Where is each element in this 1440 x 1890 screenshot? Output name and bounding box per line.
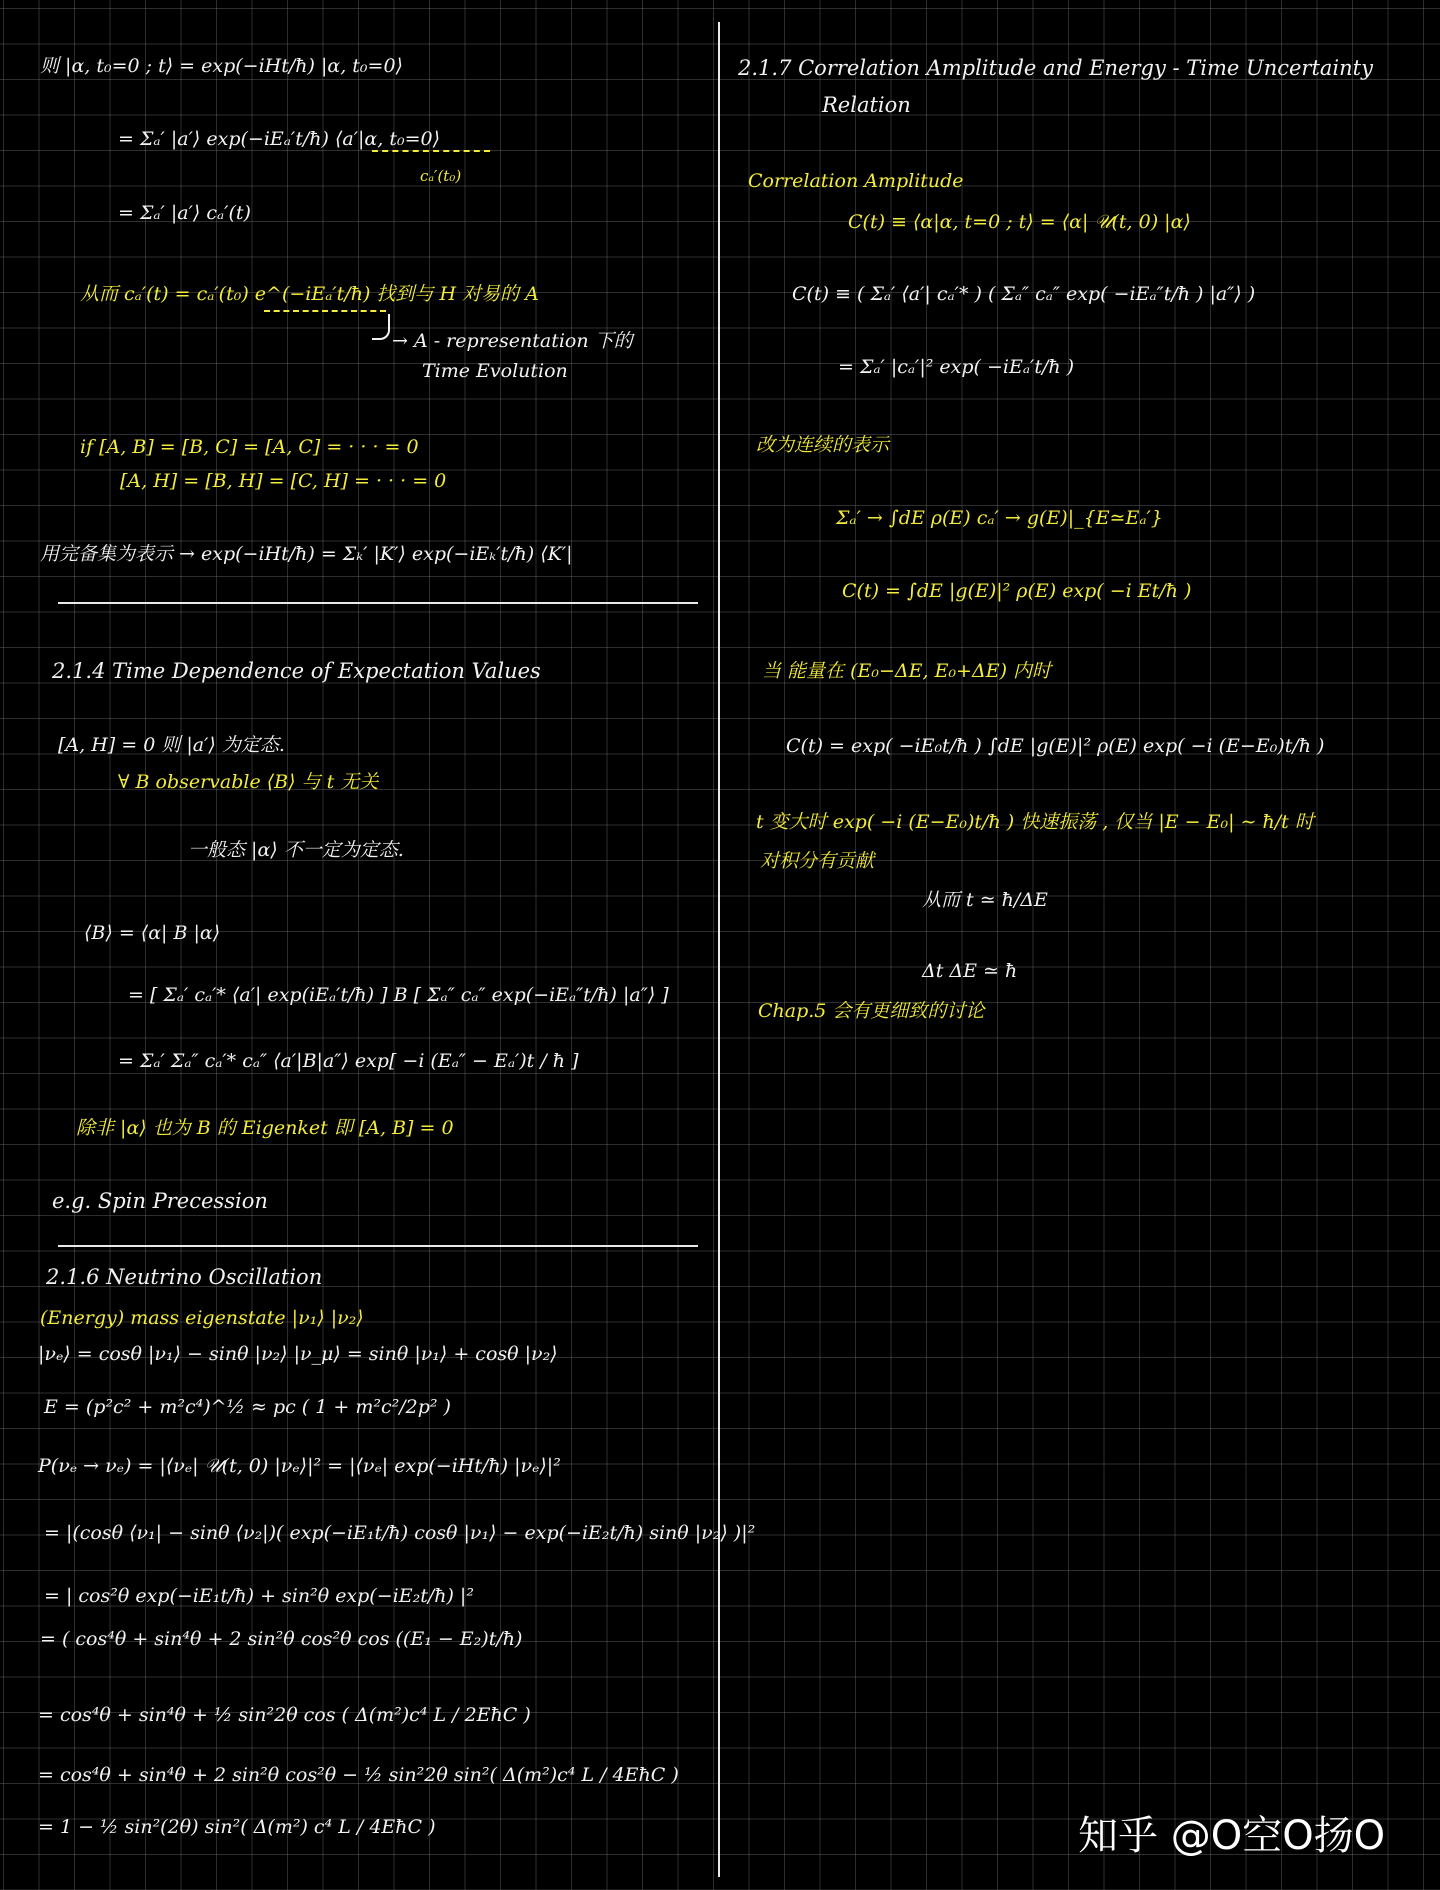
math-line: 当 能量在 (E₀−ΔE, E₀+ΔE) 内时 <box>762 660 1052 682</box>
section-divider <box>58 1245 698 1247</box>
math-line: ∀ B observable ⟨B⟩ 与 t 无关 <box>118 771 379 793</box>
math-line: t 变大时 exp( −i (E−E₀)t/ħ ) 快速振荡 , 仅当 |E − E₀| ∼ ħ/t 时 <box>756 811 1314 833</box>
section-heading: Relation <box>822 93 911 117</box>
math-line: = ( cos⁴θ + sin⁴θ + 2 sin²θ cos²θ cos ((E₁ − E₂)t/ħ) <box>40 1628 523 1650</box>
annotation: → A - representation 下的 <box>392 330 633 352</box>
math-line: = cos⁴θ + sin⁴θ + 2 sin²θ cos²θ − ½ sin²2θ sin²( Δ(m²)c⁴ L / 4EħC ) <box>38 1764 679 1786</box>
underbrace <box>264 310 386 312</box>
arrow-icon <box>372 314 390 340</box>
math-line: ⟨B⟩ = ⟨α| B |α⟩ <box>84 922 221 944</box>
math-line: (Energy) mass eigenstate |ν₁⟩ |ν₂⟩ <box>40 1307 364 1329</box>
math-line: 除非 |α⟩ 也为 B 的 Eigenket 即 [A, B] = 0 <box>76 1117 454 1139</box>
math-line: C(t) = ∫dE |g(E)|² ρ(E) exp( −i Et/ħ ) <box>842 580 1192 602</box>
math-line: = cos⁴θ + sin⁴θ + ½ sin²2θ cos ( Δ(m²)c⁴ L / 2EħC ) <box>38 1704 531 1726</box>
annotation: Time Evolution <box>422 360 568 382</box>
math-line: = | cos²θ exp(−iE₁t/ħ) + sin²θ exp(−iE₂t/ħ) |² <box>44 1585 474 1607</box>
math-line: Σₐ′ → ∫dE ρ(E) cₐ′ → g(E)|_{E≃Eₐ′} <box>836 507 1163 529</box>
math-line: = [ Σₐ′ cₐ′* ⟨a′| exp(iEₐ′t/ħ) ] B [ Σₐ″ cₐ″ exp(−iEₐ″t/ħ) |a″⟩ ] <box>128 984 669 1006</box>
subheading: Correlation Amplitude <box>748 170 964 192</box>
section-divider <box>58 602 698 604</box>
math-line: = |(cosθ ⟨ν₁| − sinθ ⟨ν₂|)( exp(−iE₁t/ħ) cosθ |ν₁⟩ − exp(−iE₂t/ħ) sinθ |ν₂⟩ )|² <box>44 1522 756 1544</box>
annotation: cₐ′(t₀) <box>420 167 462 185</box>
math-line: Chap.5 会有更细致的讨论 <box>758 1000 985 1022</box>
math-line: Δt ΔE ≃ ħ <box>922 960 1018 982</box>
math-line: 改为连续的表示 <box>756 434 890 456</box>
math-line: P(νₑ → νₑ) = |⟨νₑ| 𝒰(t, 0) |νₑ⟩|² = |⟨νₑ| exp(−iHt/ħ) |νₑ⟩|² <box>38 1455 561 1477</box>
math-line: [A, H] = [B, H] = [C, H] = · · · = 0 <box>120 470 447 492</box>
underbrace <box>372 150 490 152</box>
section-heading: 2.1.7 Correlation Amplitude and Energy - Time Uncertainty <box>738 56 1373 80</box>
math-line: = Σₐ′ Σₐ″ cₐ′* cₐ″ ⟨a′|B|a″⟩ exp[ −i (Eₐ″ − Eₐ′)t / ħ ] <box>118 1050 579 1072</box>
math-line: C(t) = exp( −iE₀t/ħ ) ∫dE |g(E)|² ρ(E) exp( −i (E−E₀)t/ħ ) <box>786 735 1325 757</box>
math-line: 从而 cₐ′(t) = cₐ′(t₀) e^(−iEₐ′t/ħ) 找到与 H 对易的 A <box>80 283 539 305</box>
math-line: C(t) ≡ ( Σₐ′ ⟨a′| cₐ′* ) ( Σₐ″ cₐ″ exp( −iEₐ″t/ħ ) |a″⟩ ) <box>792 283 1256 305</box>
math-line: e.g. Spin Precession <box>52 1189 268 1213</box>
watermark: 知乎 @O空O扬O <box>1078 1813 1386 1859</box>
math-line: |νₑ⟩ = cosθ |ν₁⟩ − sinθ |ν₂⟩ |ν_μ⟩ = sinθ |ν₁⟩ + cosθ |ν₂⟩ <box>38 1343 558 1365</box>
math-line: E = (p²c² + m²c⁴)^½ ≈ pc ( 1 + m²c²/2p² ) <box>44 1396 451 1418</box>
math-line: = Σₐ′ |cₐ′|² exp( −iEₐ′t/ħ ) <box>838 356 1075 378</box>
math-line: = Σₐ′ |a′⟩ exp(−iEₐ′t/ħ) ⟨a′|α, t₀=0⟩ <box>118 128 440 150</box>
section-heading: 2.1.4 Time Dependence of Expectation Values <box>52 659 541 683</box>
math-line: 一般态 |α⟩ 不一定为定态. <box>188 839 404 861</box>
math-line: = Σₐ′ |a′⟩ cₐ′(t) <box>118 202 251 224</box>
math-line: 对积分有贡献 <box>760 850 875 872</box>
math-line: C(t) ≡ ⟨α|α, t=0 ; t⟩ = ⟨α| 𝒰(t, 0) |α⟩ <box>848 211 1191 233</box>
column-divider <box>718 22 720 1877</box>
section-heading: 2.1.6 Neutrino Oscillation <box>46 1265 323 1289</box>
math-line: 则 |α, t₀=0 ; t⟩ = exp(−iHt/ħ) |α, t₀=0⟩ <box>40 55 403 77</box>
math-line: [A, H] = 0 则 |a′⟩ 为定态. <box>58 734 285 756</box>
math-line: 用完备集为表示 → exp(−iHt/ħ) = Σₖ′ |K′⟩ exp(−iEₖ′t/ħ) ⟨K′| <box>40 543 573 565</box>
math-line: 从而 t ≃ ħ/ΔE <box>922 889 1048 911</box>
math-line: = 1 − ½ sin²(2θ) sin²( Δ(m²) c⁴ L / 4EħC ) <box>38 1816 436 1838</box>
math-line: if [A, B] = [B, C] = [A, C] = · · · = 0 <box>80 436 419 458</box>
